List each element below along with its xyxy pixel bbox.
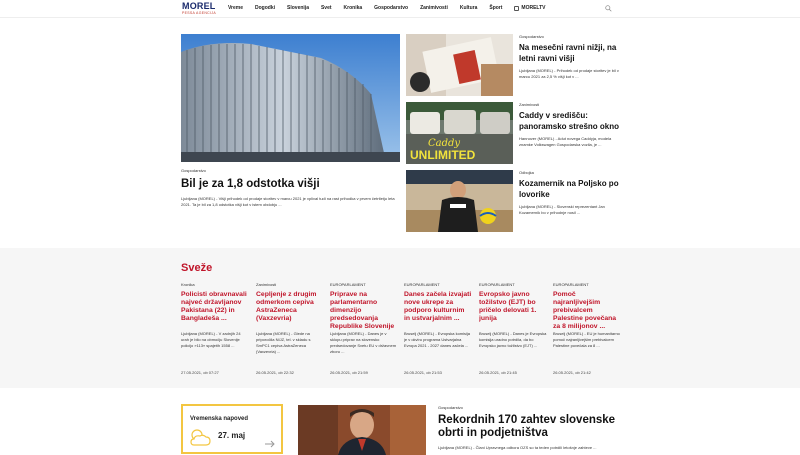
side-article-title[interactable]: Caddy v središču: panoramsko strešno okno [519, 111, 620, 131]
side-article-excerpt: Hannover (MOREL) - Adut novega Caddyja, modela znamke Volkswagen Gospodarska vozila, je ... [519, 136, 612, 147]
side-article-category[interactable]: Zanimivosti [519, 102, 540, 107]
weather-date: 27. maj [218, 431, 246, 440]
search-icon[interactable] [605, 5, 612, 12]
latest-news-excerpt: Bruselj (MOREL) - Danes je Evropska komisija uradno potrdila, da bo Evropsko javno tožilstvo (EJT) ... [479, 331, 547, 348]
unlimited-text: UNLIMITED [410, 148, 476, 162]
hero-title[interactable]: Bil je za 1,8 odstotka višji [181, 178, 320, 190]
nav-item-vreme[interactable]: Vreme [228, 5, 244, 11]
latest-news-section [0, 248, 800, 388]
latest-news-date: 26.05.2021, ob 21:53 [404, 370, 442, 375]
latest-news-category[interactable]: Zanimivosti [256, 282, 277, 287]
latest-news-item[interactable] [479, 282, 547, 375]
side-article-1[interactable] [406, 34, 621, 96]
hero-image[interactable] [181, 34, 400, 162]
latest-news-excerpt: Ljubljana (MOREL) - V zadnjih 24 urah je bilo na območju Slovenije policijo »113« spajetih 1558 ... [181, 331, 241, 348]
latest-news-date: 26.05.2021, ob 21:42 [553, 370, 591, 375]
site-header [0, 0, 800, 18]
nav-item-kronika[interactable]: Kronika [343, 5, 363, 11]
latest-news-category[interactable]: EUROPARLAMENT [404, 282, 440, 287]
side-article-text [519, 170, 621, 216]
latest-news-excerpt: Bruselj (MOREL) - EU je humanitarno pomoč najranljivejšim prebivalcem Palestine povečala za 8 ... [553, 331, 620, 348]
hero-excerpt: Ljubljana (MOREL) - Višji prihodek od prodaje storitev v marcu 2021 je vplival tudi na rast prihodka v prvem četrtletju leta 2021. Ta je bil za 1,8 odstotka višji kot v istem obdobju ... [181, 196, 395, 207]
nav-item-moreltv[interactable] [514, 5, 545, 11]
bottom-article-image[interactable] [298, 405, 426, 455]
cloud-sun-icon [189, 428, 213, 448]
tv-label: MORELTV [521, 5, 546, 11]
latest-news-category[interactable]: Kronika [181, 282, 195, 287]
bottom-article-category[interactable]: Gospodarstvo [438, 405, 463, 410]
nav-item-kultura[interactable]: Kultura [459, 5, 478, 11]
latest-news-item[interactable] [181, 282, 249, 375]
bottom-article-title[interactable]: Rekordnih 170 zahtev slovenske obrti in podjetništva [438, 414, 616, 439]
bottom-article-excerpt: Ljubljana (MOREL) - Člani Upravnega odbora OZS so ta teden potrdili letošnje zahteve ... [438, 445, 597, 450]
latest-news-item[interactable] [553, 282, 621, 375]
logo-main: MOREL [182, 1, 216, 11]
main-nav [228, 5, 558, 11]
side-article-2[interactable] [406, 102, 621, 164]
latest-news-title[interactable]: Policisti obravnavali najveć državljanov Pakistana (22) in Bangladeša ... [181, 291, 247, 322]
side-article-text [519, 34, 621, 80]
nav-item-dogodki[interactable]: Dogodki [255, 5, 276, 11]
side-article-title[interactable]: Na mesečni ravni nižji, na letni ravni višji [519, 43, 617, 63]
latest-news-title[interactable]: Pomoč najranljivejšim prebivalcem Palestine povečana za 8 milijonov ... [553, 291, 617, 330]
nav-item-slovenija[interactable]: Slovenija [287, 5, 309, 11]
latest-news-title[interactable]: Danes začela izvajati nove ukrepe za podporo kulturnim in ustvarjalnim ... [404, 291, 472, 322]
caddy-script-text: Caddy [428, 138, 461, 149]
latest-news-category[interactable]: EUROPARLAMENT [553, 282, 589, 287]
side-article-title[interactable]: Kozamernik na Poljsko po lovorike [519, 179, 619, 199]
latest-news-title[interactable]: Evropsko javno tožilstvo (EJT) bo pričelo delovati 1. junija [479, 291, 537, 322]
weather-widget[interactable] [181, 404, 283, 454]
side-article-text [519, 102, 621, 148]
tv-icon [514, 6, 519, 11]
hero-category[interactable]: Gospodarstvo [181, 168, 206, 173]
latest-news-excerpt: Bruselj (MOREL) - Evropska komisija je v okviru programa Ustvarjalna Evropa 2021 - 2027 danes začela ... [404, 331, 471, 348]
arrow-right-icon[interactable] [265, 440, 275, 448]
latest-news-item[interactable] [330, 282, 398, 375]
latest-news-item[interactable] [404, 282, 472, 375]
side-article-image[interactable] [406, 170, 513, 232]
side-article-excerpt: Ljubljana (MOREL) - Slovenski reprezentant Jan Kozamernik bo v prihodnje nosil ... [519, 204, 605, 215]
side-article-category[interactable]: Odbojka [519, 170, 534, 175]
nav-item-svet[interactable]: Svet [320, 5, 332, 11]
nav-item-zanimivosti[interactable]: Zanimivosti [420, 5, 448, 11]
latest-news-title[interactable]: Priprave na parlamentarno dimenzijo predsedovanja Republike Slovenije [330, 291, 395, 330]
side-article-3[interactable] [406, 170, 621, 232]
logo-sub: PESSA AGENCIJA [182, 11, 216, 15]
section-title: Sveže [181, 262, 213, 274]
latest-news-date: 26.05.2021, ob 21:59 [330, 370, 368, 375]
latest-news-category[interactable]: EUROPARLAMENT [330, 282, 366, 287]
side-article-image[interactable] [406, 34, 513, 96]
latest-news-item[interactable] [256, 282, 324, 375]
latest-news-date: 26.05.2021, ob 22:32 [256, 370, 294, 375]
side-article-image[interactable] [406, 102, 513, 164]
latest-news-date: 27.05.2021, ob 07:27 [181, 370, 219, 375]
side-article-category[interactable]: Gospodarstvo [519, 34, 544, 39]
weather-title: Vremenska napoved [190, 416, 249, 422]
latest-news-excerpt: Ljubljana (MOREL) - Glede na priporočila NIJZ, tel. v skladu s SmPC1 cepiva AstraZeneca (Vaxzevria) ... [256, 331, 311, 354]
latest-news-category[interactable]: EUROPARLAMENT [479, 282, 515, 287]
nav-item-sport[interactable]: Šport [489, 5, 503, 11]
latest-news-title[interactable]: Cepljenje z drugim odmerkom cepiva AstraZeneca (Vaxzevria) [256, 291, 317, 322]
latest-news-date: 26.05.2021, ob 21:45 [479, 370, 517, 375]
side-article-excerpt: Ljubljana (MOREL) - Prihodek od prodaje storitev je bil v marcu 2021 za 2,5 % višji kot v ... [519, 68, 619, 79]
site-logo[interactable] [182, 2, 222, 17]
latest-news-excerpt: Ljubljana (MOREL) - Danes je v sklopu priprav na slovensko predsedovanje Svetu EU v državnem zboru ... [330, 331, 397, 354]
nav-item-gospodarstvo[interactable]: Gospodarstvo [374, 5, 409, 11]
